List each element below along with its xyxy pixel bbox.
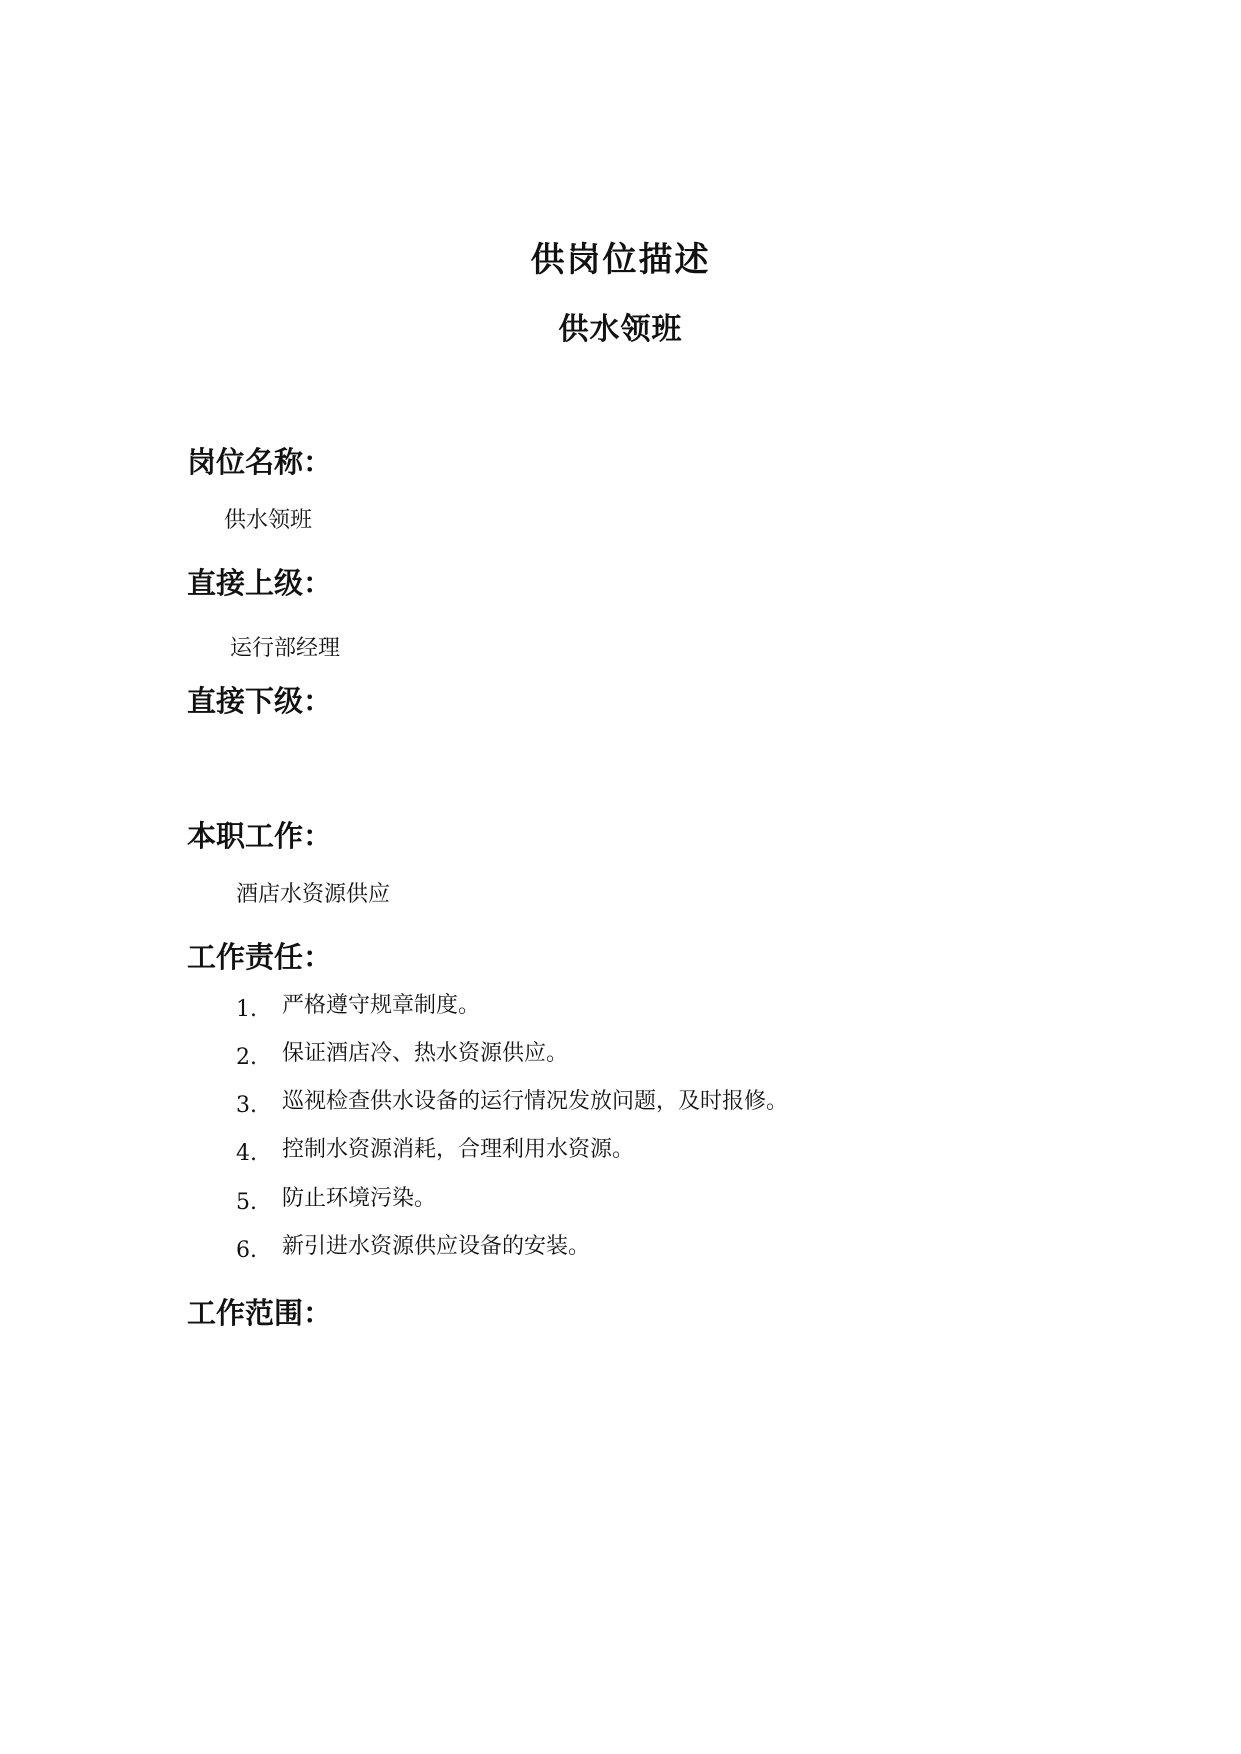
document-title: 供岗位描述 bbox=[530, 240, 711, 280]
main-duty-value: 酒店水资源供应 bbox=[236, 882, 391, 907]
list-item-number: 4. bbox=[236, 1141, 257, 1166]
position-name-value: 供水领班 bbox=[224, 508, 313, 533]
direct-superior-value: 运行部经理 bbox=[230, 636, 341, 661]
work-scope-heading: 工作范围： bbox=[187, 1296, 333, 1330]
main-duty-heading: 本职工作： bbox=[187, 819, 333, 853]
responsibilities-heading: 工作责任： bbox=[187, 940, 333, 974]
list-item bbox=[236, 1229, 591, 1263]
list-item bbox=[236, 1084, 789, 1118]
list-item-number: 1. bbox=[236, 997, 257, 1022]
list-item-number: 3. bbox=[236, 1093, 257, 1118]
direct-superior-heading: 直接上级： bbox=[187, 566, 333, 600]
list-item-text: 严格遵守规章制度。 bbox=[282, 993, 481, 1018]
list-item bbox=[236, 1036, 569, 1070]
list-item bbox=[236, 1132, 635, 1166]
document-subtitle: 供水领班 bbox=[558, 312, 683, 347]
list-item-number: 5. bbox=[236, 1190, 257, 1215]
direct-subordinate-heading: 直接下级： bbox=[187, 684, 333, 718]
list-item-text: 保证酒店冷、热水资源供应。 bbox=[282, 1041, 569, 1066]
list-item-number: 2. bbox=[236, 1045, 257, 1070]
list-item-text: 防止环境污染。 bbox=[282, 1186, 437, 1211]
list-item bbox=[236, 988, 481, 1022]
list-item-text: 巡视检查供水设备的运行情况发放问题，及时报修。 bbox=[282, 1089, 789, 1114]
list-item-text: 控制水资源消耗，合理利用水资源。 bbox=[282, 1137, 635, 1162]
position-name-heading: 岗位名称： bbox=[187, 445, 333, 479]
list-item-text: 新引进水资源供应设备的安装。 bbox=[282, 1234, 591, 1259]
list-item-number: 6. bbox=[236, 1238, 257, 1263]
list-item bbox=[236, 1181, 437, 1215]
